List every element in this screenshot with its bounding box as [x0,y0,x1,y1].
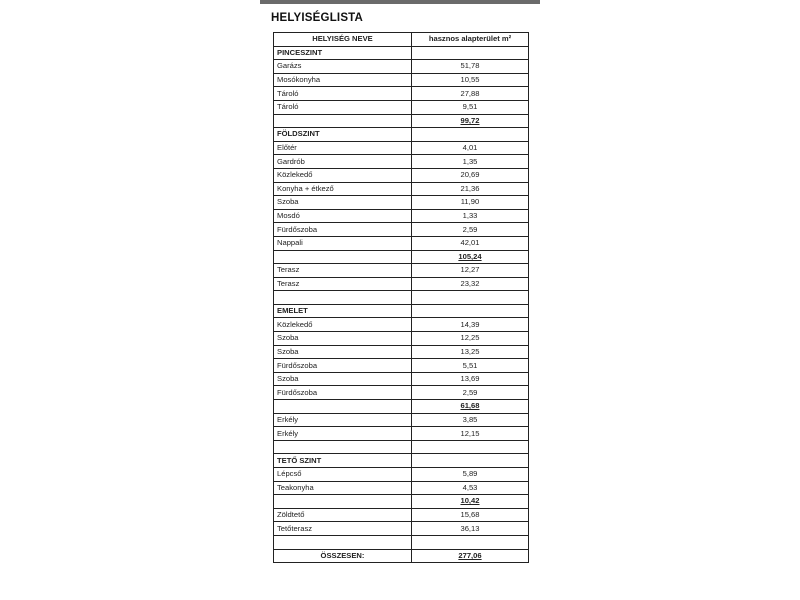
table-row [274,277,529,291]
room-name: Közlekedő [274,168,412,182]
room-name: Fürdőszoba [274,223,412,237]
table-row [274,372,529,386]
subtotal-value: 10,42 [412,495,529,509]
header-room-name: HELYISÉG NEVE [274,33,412,47]
table-row [274,318,529,332]
empty-cell [412,440,529,454]
table-row [274,345,529,359]
room-area: 27,88 [412,87,529,101]
table-row [274,223,529,237]
room-area: 4,53 [412,481,529,495]
room-name: Szoba [274,345,412,359]
room-area: 15,68 [412,508,529,522]
table-row [274,522,529,536]
empty-cell [274,250,412,264]
subtotal-row [274,400,529,414]
empty-cell [412,46,529,60]
table-row [274,264,529,278]
empty-cell [274,291,412,305]
table-row [274,236,529,250]
room-area: 12,25 [412,332,529,346]
room-name: Erkély [274,427,412,441]
table-row [274,155,529,169]
table-header-row [274,33,529,47]
subtotal-value: 105,24 [412,250,529,264]
room-area: 2,59 [412,386,529,400]
room-name: Közlekedő [274,318,412,332]
room-name: Tetőterasz [274,522,412,536]
room-area: 23,32 [412,277,529,291]
room-area: 10,55 [412,73,529,87]
document-title: HELYISÉGLISTA [271,12,364,24]
room-area: 1,35 [412,155,529,169]
section-row [274,128,529,142]
room-name: Mosókonyha [274,73,412,87]
empty-cell [274,400,412,414]
room-area: 3,85 [412,413,529,427]
room-name: Lépcső [274,468,412,482]
empty-row [274,535,529,549]
table-row [274,182,529,196]
section-title: PINCESZINT [274,46,412,60]
subtotal-row [274,114,529,128]
room-name: Fürdőszoba [274,359,412,373]
room-name: Konyha + étkező [274,182,412,196]
room-name: Nappali [274,236,412,250]
table-row [274,508,529,522]
room-name: Garázs [274,60,412,74]
empty-cell [412,128,529,142]
table-row [274,87,529,101]
room-area: 14,39 [412,318,529,332]
room-area: 42,01 [412,236,529,250]
table-row [274,386,529,400]
table-row [274,60,529,74]
table-row [274,481,529,495]
subtotal-value: 99,72 [412,114,529,128]
room-area: 20,69 [412,168,529,182]
room-area: 13,69 [412,372,529,386]
table-row [274,209,529,223]
table-row [274,196,529,210]
empty-row [274,440,529,454]
room-name: Szoba [274,372,412,386]
room-name: Terasz [274,264,412,278]
empty-cell [274,535,412,549]
room-name: Fürdőszoba [274,386,412,400]
room-area: 12,15 [412,427,529,441]
room-name: Gardrób [274,155,412,169]
section-title: FÖLDSZINT [274,128,412,142]
room-name: Tároló [274,87,412,101]
table-row [274,100,529,114]
total-value: 277,06 [412,549,529,563]
section-title: EMELET [274,304,412,318]
room-name: Teakonyha [274,481,412,495]
table-row [274,73,529,87]
room-area: 12,27 [412,264,529,278]
room-area: 5,89 [412,468,529,482]
table-row [274,141,529,155]
room-name: Zöldtető [274,508,412,522]
table-row [274,359,529,373]
room-area: 4,01 [412,141,529,155]
section-row [274,46,529,60]
room-list-table [273,32,529,563]
section-row [274,454,529,468]
table-row [274,413,529,427]
table-row [274,468,529,482]
empty-cell [412,291,529,305]
table-row [274,168,529,182]
room-area: 5,51 [412,359,529,373]
room-area: 13,25 [412,345,529,359]
subtotal-row [274,250,529,264]
room-area: 2,59 [412,223,529,237]
empty-cell [274,495,412,509]
empty-cell [412,454,529,468]
total-label: ÖSSZESEN: [274,549,412,563]
room-area: 9,51 [412,100,529,114]
room-name: Tároló [274,100,412,114]
room-name: Szoba [274,332,412,346]
room-area: 51,78 [412,60,529,74]
top-edge-bar [260,0,540,4]
subtotal-value: 61,68 [412,400,529,414]
empty-row [274,291,529,305]
empty-cell [274,114,412,128]
room-name: Szoba [274,196,412,210]
empty-cell [274,440,412,454]
section-row [274,304,529,318]
room-name: Erkély [274,413,412,427]
room-name: Terasz [274,277,412,291]
table-row [274,427,529,441]
room-area: 1,33 [412,209,529,223]
header-usable-area: hasznos alapterület m² [412,33,529,47]
table-row [274,332,529,346]
subtotal-row [274,495,529,509]
room-name: Előtér [274,141,412,155]
room-area: 36,13 [412,522,529,536]
section-title: TETŐ SZINT [274,454,412,468]
empty-cell [412,535,529,549]
room-area: 11,90 [412,196,529,210]
total-row [274,549,529,563]
room-name: Mosdó [274,209,412,223]
empty-cell [412,304,529,318]
room-area: 21,36 [412,182,529,196]
